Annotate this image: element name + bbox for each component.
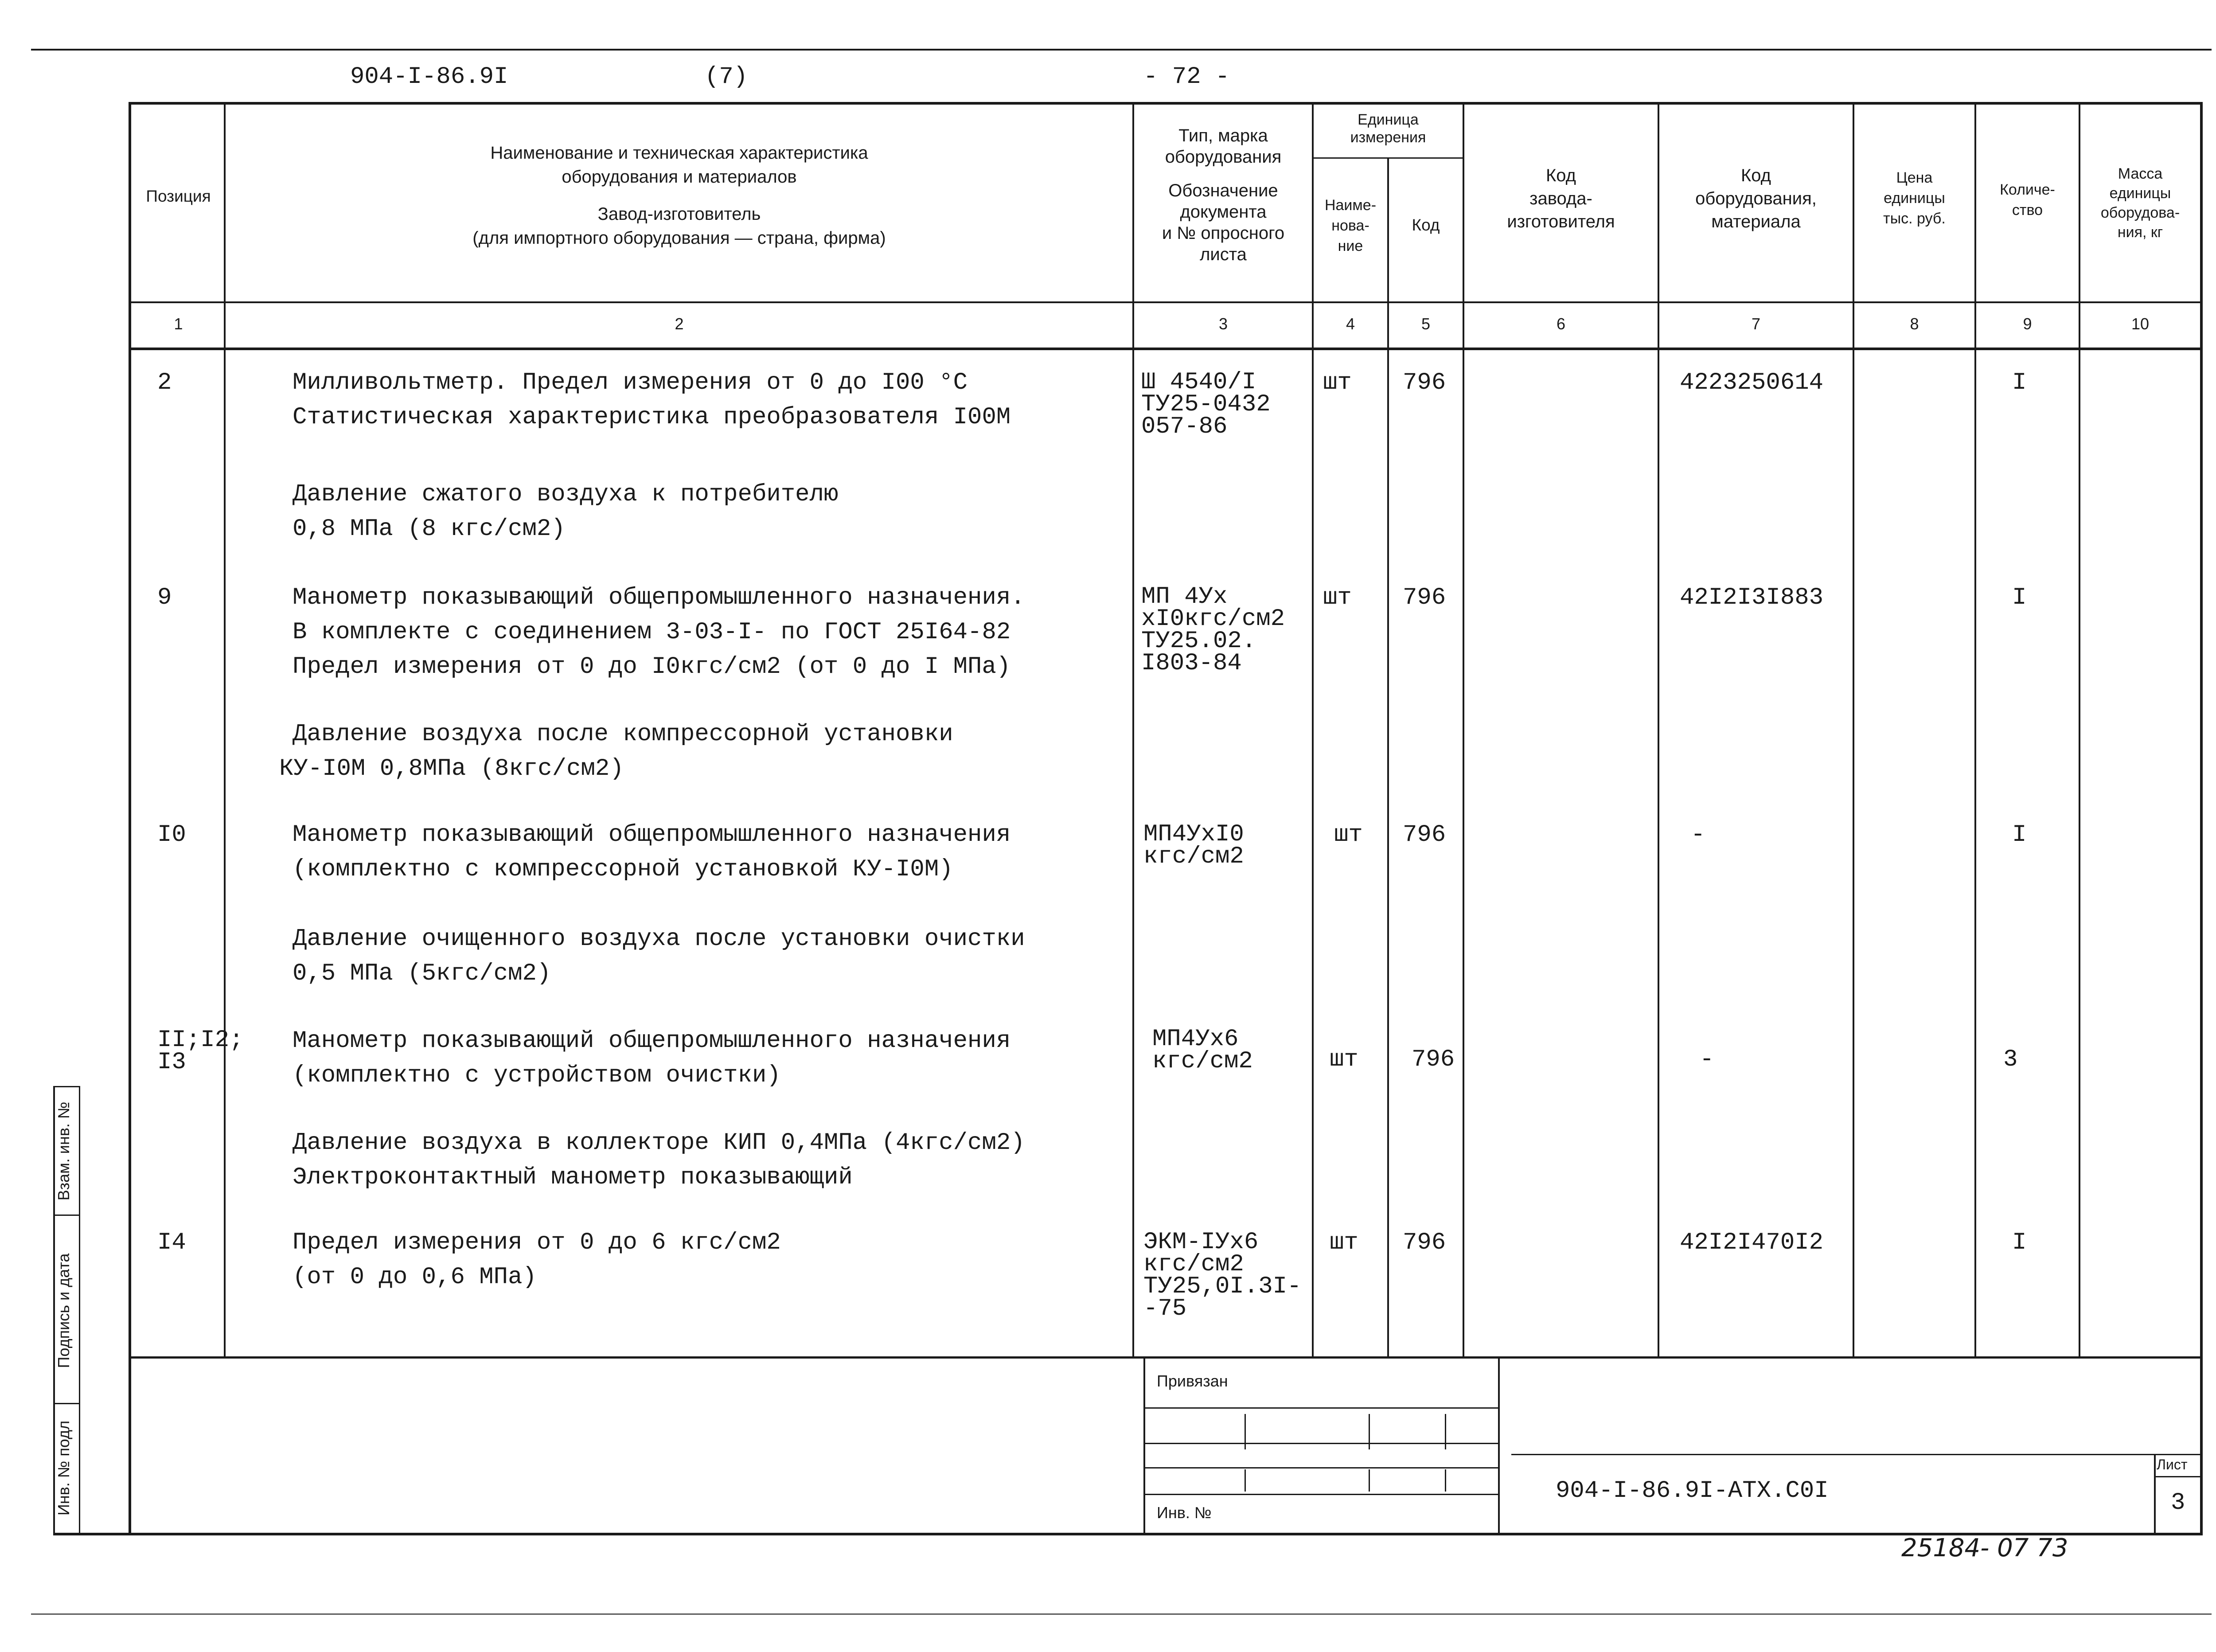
header-unit-name bbox=[1314, 195, 1387, 256]
row-11-13-position bbox=[157, 1029, 243, 1074]
designation-rule bbox=[1511, 1454, 2200, 1455]
row-2-quantity: I bbox=[2012, 369, 2027, 396]
colnum-7: 7 bbox=[1751, 315, 1761, 333]
row-2-type bbox=[1141, 371, 1271, 438]
row-10-unit-code: 796 bbox=[1403, 821, 1446, 848]
sheet-box-rule bbox=[2156, 1476, 2200, 1477]
row-14-name-line2: (от 0 до 0,6 МПа) bbox=[293, 1264, 537, 1291]
row-10-name-line1: Манометр показывающий общепромышленного назначения bbox=[293, 821, 1011, 848]
row-9-quantity: I bbox=[2012, 584, 2027, 611]
header-unit-group-line2: измерения bbox=[1350, 129, 1426, 146]
body-bottom-rule bbox=[131, 1356, 2200, 1359]
col-divider-4 bbox=[1387, 159, 1389, 1356]
row-14-name-line1: Предел измерения от 0 до 6 кгс/см2 bbox=[293, 1229, 781, 1256]
row-9-type-line4: I803-84 bbox=[1141, 650, 1242, 677]
header-mass-line4: ния, кг bbox=[2117, 224, 2163, 241]
col-divider-2 bbox=[1132, 105, 1134, 1356]
header-mass bbox=[2080, 164, 2200, 242]
row-10-type bbox=[1143, 821, 1244, 870]
header-sheet-ref: (7) bbox=[705, 63, 748, 90]
header-equipment-code-line3: материала bbox=[1711, 212, 1801, 231]
sheet-number: 3 bbox=[2171, 1489, 2185, 1516]
row-10-name-line2: (комплектно с компрессорной установкой КУ-I0М) bbox=[293, 856, 953, 883]
row-10-unit: шт bbox=[1334, 821, 1363, 848]
col-divider-3 bbox=[1312, 105, 1314, 1356]
row-9-name-line1: Манометр показывающий общепромышленного назначения. bbox=[293, 584, 1025, 611]
row-2-type-line2: ТУ25-0432 bbox=[1141, 391, 1271, 418]
col-divider-5 bbox=[1463, 105, 1464, 1356]
frame-left bbox=[129, 102, 131, 1534]
header-name-line1: Наименование и техническая характеристика bbox=[490, 143, 868, 163]
frame-top bbox=[129, 102, 2203, 105]
header-factory-code bbox=[1464, 164, 1658, 233]
row-9-position: 9 bbox=[157, 584, 172, 611]
note-4-line2: Электроконтактный манометр показывающий bbox=[293, 1164, 853, 1191]
row-14-unit-code: 796 bbox=[1403, 1229, 1446, 1256]
row-2-unit: шт bbox=[1323, 369, 1352, 396]
header-factory-code-line2: завода- bbox=[1529, 189, 1592, 208]
row-9-type-line1: МП 4Ух bbox=[1141, 583, 1228, 610]
archive-number: 25184- 07 73 bbox=[1901, 1534, 2068, 1562]
page-number: - 72 - bbox=[1143, 63, 1230, 90]
row-14-type bbox=[1143, 1231, 1301, 1320]
header-type-line4: документа bbox=[1180, 202, 1267, 222]
header-unit-name-line3: ние bbox=[1338, 238, 1363, 254]
header-type bbox=[1135, 125, 1312, 265]
row-11-13-position-line2: I3 bbox=[157, 1049, 186, 1076]
col-divider-6 bbox=[1658, 105, 1659, 1356]
row-2-position: 2 bbox=[157, 369, 172, 396]
row-2-name-line1: Милливольтметр. Предел измерения от 0 до I00 °C bbox=[293, 369, 968, 396]
header-equipment-code bbox=[1659, 164, 1853, 233]
row-2-equipment-code: 4223250614 bbox=[1680, 369, 1824, 396]
row-9-name-line3: Предел измерения от 0 до I0кгс/см2 (от 0 до I МПа) bbox=[293, 653, 1011, 680]
stamp-tick-3 bbox=[1369, 1414, 1370, 1449]
row-9-name-line2: В комплекте с соединением 3-03-I- по ГОСТ 25I64-82 bbox=[293, 619, 1011, 646]
header-mass-line1: Масса bbox=[2118, 165, 2163, 182]
stamp-tick-6 bbox=[1445, 1469, 1446, 1492]
header-quantity bbox=[1976, 180, 2079, 220]
row-11-13-type-line2: кгс/см2 bbox=[1152, 1048, 1253, 1075]
stamp-box-right bbox=[1498, 1359, 1500, 1533]
note-3-line1: Давление очищенного воздуха после установки очистки bbox=[293, 926, 1025, 953]
colnum-4: 4 bbox=[1346, 315, 1355, 333]
row-11-13-position-line1: II;I2; bbox=[157, 1027, 244, 1054]
row-11-13-quantity: 3 bbox=[2003, 1046, 2018, 1073]
row-10-quantity: I bbox=[2012, 821, 2027, 848]
header-factory-code-line1: Код bbox=[1545, 166, 1576, 185]
header-type-line2: оборудования bbox=[1165, 147, 1282, 167]
header-equipment-code-line1: Код bbox=[1740, 166, 1771, 185]
frame-bottom bbox=[53, 1533, 2203, 1535]
attached-label: Привязан bbox=[1157, 1372, 1228, 1390]
header-factory-code-line3: изготовителя bbox=[1507, 212, 1615, 231]
header-type-line3: Обозначение bbox=[1168, 181, 1278, 200]
stamp-box-left bbox=[1143, 1359, 1145, 1533]
frame-right bbox=[2200, 102, 2203, 1534]
stamp-tick-2 bbox=[1245, 1469, 1246, 1492]
row-14-equipment-code: 42I2I470I2 bbox=[1680, 1229, 1824, 1256]
inv-number-label: Инв. № bbox=[1157, 1504, 1212, 1522]
header-type-line6: листа bbox=[1200, 245, 1247, 264]
header-unit-name-line2: нова- bbox=[1331, 217, 1369, 234]
row-9-type-line2: хI0кгс/см2 bbox=[1141, 605, 1285, 633]
header-type-line1: Тип, марка bbox=[1178, 126, 1268, 145]
colnum-9: 9 bbox=[2023, 315, 2032, 333]
row-14-type-line4: -75 bbox=[1143, 1295, 1187, 1322]
stamp-tick-4 bbox=[1369, 1469, 1370, 1492]
row-14-position: I4 bbox=[157, 1229, 186, 1256]
colnum-2: 2 bbox=[675, 315, 684, 333]
stamp-tick-1 bbox=[1245, 1414, 1246, 1449]
row-11-13-type bbox=[1152, 1028, 1253, 1073]
note-2-line1: Давление воздуха после компрессорной установки bbox=[293, 721, 953, 748]
header-price bbox=[1854, 168, 1974, 229]
sheet-box-left bbox=[2154, 1455, 2156, 1533]
row-11-13-type-line1: МП4Ух6 bbox=[1152, 1026, 1239, 1053]
note-2-line2: КУ-I0М 0,8МПа (8кгс/см2) bbox=[279, 755, 624, 782]
col-divider-8 bbox=[1974, 105, 1976, 1356]
header-type-line5: и № опросного bbox=[1162, 223, 1285, 243]
row-9-equipment-code: 42I2I3I883 bbox=[1680, 584, 1824, 611]
header-price-line3: тыс. руб. bbox=[1883, 210, 1946, 227]
doc-designation: 904-I-86.9I-АТХ.С0I bbox=[1556, 1477, 1829, 1504]
note-4-line1: Давление воздуха в коллекторе КИП 0,4МПа (4кгс/см2) bbox=[293, 1129, 1025, 1156]
header-doc-code: 904-I-86.9I bbox=[350, 63, 508, 90]
header-quantity-line2: ство bbox=[2012, 202, 2043, 219]
note-3-line2: 0,5 МПа (5кгс/см2) bbox=[293, 960, 551, 987]
row-14-quantity: I bbox=[2012, 1229, 2027, 1256]
header-name bbox=[226, 141, 1132, 250]
colnum-10: 10 bbox=[2131, 315, 2150, 333]
colnum-1: 1 bbox=[174, 315, 183, 333]
stamp-rule-4 bbox=[1145, 1494, 1498, 1495]
header-unit-name-line1: Наиме- bbox=[1324, 197, 1377, 214]
header-name-line3: Завод-изготовитель bbox=[597, 204, 761, 224]
header-unit-group bbox=[1314, 111, 1463, 146]
row-14-unit: шт bbox=[1330, 1229, 1358, 1256]
row-10-type-line2: кгс/см2 bbox=[1143, 843, 1244, 870]
header-bottom-rule bbox=[131, 301, 2200, 303]
header-equipment-code-line2: оборудования, bbox=[1695, 189, 1817, 208]
row-10-position: I0 bbox=[157, 821, 186, 848]
colnum-bottom-rule bbox=[131, 348, 2200, 350]
colnum-5: 5 bbox=[1421, 315, 1431, 333]
colnum-6: 6 bbox=[1556, 315, 1566, 333]
row-14-type-line2: кгс/см2 bbox=[1143, 1251, 1244, 1278]
row-10-equipment-code: - bbox=[1691, 821, 1705, 848]
row-2-unit-code: 796 bbox=[1403, 369, 1446, 396]
header-position: Позиция bbox=[146, 187, 211, 205]
colnum-3: 3 bbox=[1218, 315, 1228, 333]
row-9-unit: шт bbox=[1323, 584, 1352, 611]
col-divider-1 bbox=[224, 105, 226, 1356]
row-11-13-unit-code: 796 bbox=[1412, 1046, 1455, 1073]
top-rule bbox=[31, 49, 2212, 51]
row-10-type-line1: МП4УхI0 bbox=[1143, 821, 1244, 848]
bottom-scan-rule bbox=[31, 1613, 2212, 1615]
header-price-line2: единицы bbox=[1884, 190, 1945, 207]
row-2-type-line3: 057-86 bbox=[1141, 413, 1228, 440]
row-2-type-line1: Ш 4540/I bbox=[1141, 369, 1256, 396]
col-divider-7 bbox=[1853, 105, 1854, 1356]
header-unit-code: Код bbox=[1412, 216, 1440, 234]
colnum-8: 8 bbox=[1910, 315, 1919, 333]
header-name-line2: оборудования и материалов bbox=[562, 167, 797, 187]
row-11-13-equipment-code: - bbox=[1700, 1046, 1714, 1073]
row-9-type bbox=[1141, 583, 1285, 677]
side-replacement-inv: Взам. инв. № bbox=[55, 1101, 73, 1201]
side-signature-date: Подпись и дата bbox=[55, 1253, 73, 1368]
header-name-line4: (для импортного оборудования — страна, фирма) bbox=[472, 228, 886, 248]
sheet-label: Лист bbox=[2157, 1457, 2188, 1472]
stamp-rule-1 bbox=[1145, 1407, 1498, 1409]
row-11-13-name-line2: (комплектно с устройством очистки) bbox=[293, 1062, 781, 1089]
row-11-13-unit: шт bbox=[1330, 1046, 1358, 1073]
col-divider-9 bbox=[2079, 105, 2080, 1356]
side-original-inv: Инв. № подл bbox=[55, 1420, 73, 1516]
row-9-type-line3: ТУ25.02. bbox=[1141, 628, 1256, 655]
header-unit-group-line1: Единица bbox=[1358, 111, 1419, 128]
row-2-name-line2: Статистическая характеристика преобразователя I00M bbox=[293, 404, 1011, 431]
header-mass-line3: оборудова- bbox=[2100, 204, 2180, 221]
header-price-line1: Цена bbox=[1896, 169, 1933, 186]
side-stamp-inner bbox=[79, 1086, 80, 1534]
row-14-type-line3: ТУ25,0I.3I- bbox=[1143, 1273, 1302, 1300]
header-quantity-line1: Количе- bbox=[2000, 181, 2055, 198]
note-1-line2: 0,8 МПа (8 кгс/см2) bbox=[293, 516, 566, 543]
header-mass-line2: единицы bbox=[2109, 185, 2171, 202]
note-1-line1: Давление сжатого воздуха к потребителю bbox=[293, 481, 839, 508]
stamp-tick-5 bbox=[1445, 1414, 1446, 1449]
stamp-rule-3 bbox=[1145, 1467, 1498, 1468]
row-9-unit-code: 796 bbox=[1403, 584, 1446, 611]
row-14-type-line1: ЭКМ-IУх6 bbox=[1143, 1229, 1259, 1256]
row-11-13-name-line1: Манометр показывающий общепромышленного назначения bbox=[293, 1027, 1011, 1054]
